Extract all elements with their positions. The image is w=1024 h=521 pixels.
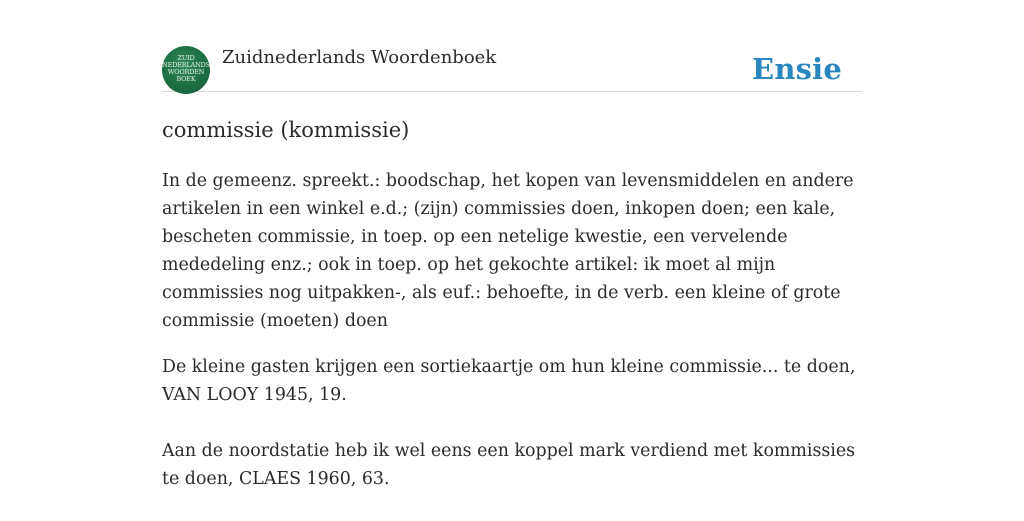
quote-item: Aan de noordstatie heb ik wel eens een koppel mark verdiend met kommissies te doen, CLAES 1960, 63. <box>162 441 856 489</box>
entry-card <box>162 42 862 521</box>
brand-logo[interactable]: Ensie <box>752 52 842 86</box>
header <box>162 42 862 92</box>
logo-text: ZUID NEDERLANDS WOORDEN BOEK <box>162 54 210 83</box>
source-logo[interactable] <box>162 46 210 94</box>
source-title[interactable]: Zuidnederlands Woordenboek <box>222 47 497 68</box>
definition-text: In de gemeenz. spreekt.: boodschap, het kopen van levensmiddelen en andere artikelen in een winkel e.d.; (zijn) commissies doen, inkopen doen; een kale, bescheten commissie, in toep. op een netelige kwestie, een vervelende mededeling enz.; ook in toep. op het gekochte artikel: ik moet al mijn commissies nog uitpakken-, als euf.: behoefte, in de verb. een kleine of grote commissie (moeten) doen <box>162 171 854 331</box>
quote-item: De kleine gasten krijgen een sortiekaartje om hun kleine commissie... te doen, VAN LOOY 1945, 19. <box>162 357 856 405</box>
quotes-list <box>162 353 862 493</box>
headword: commissie (kommissie) <box>162 118 410 142</box>
